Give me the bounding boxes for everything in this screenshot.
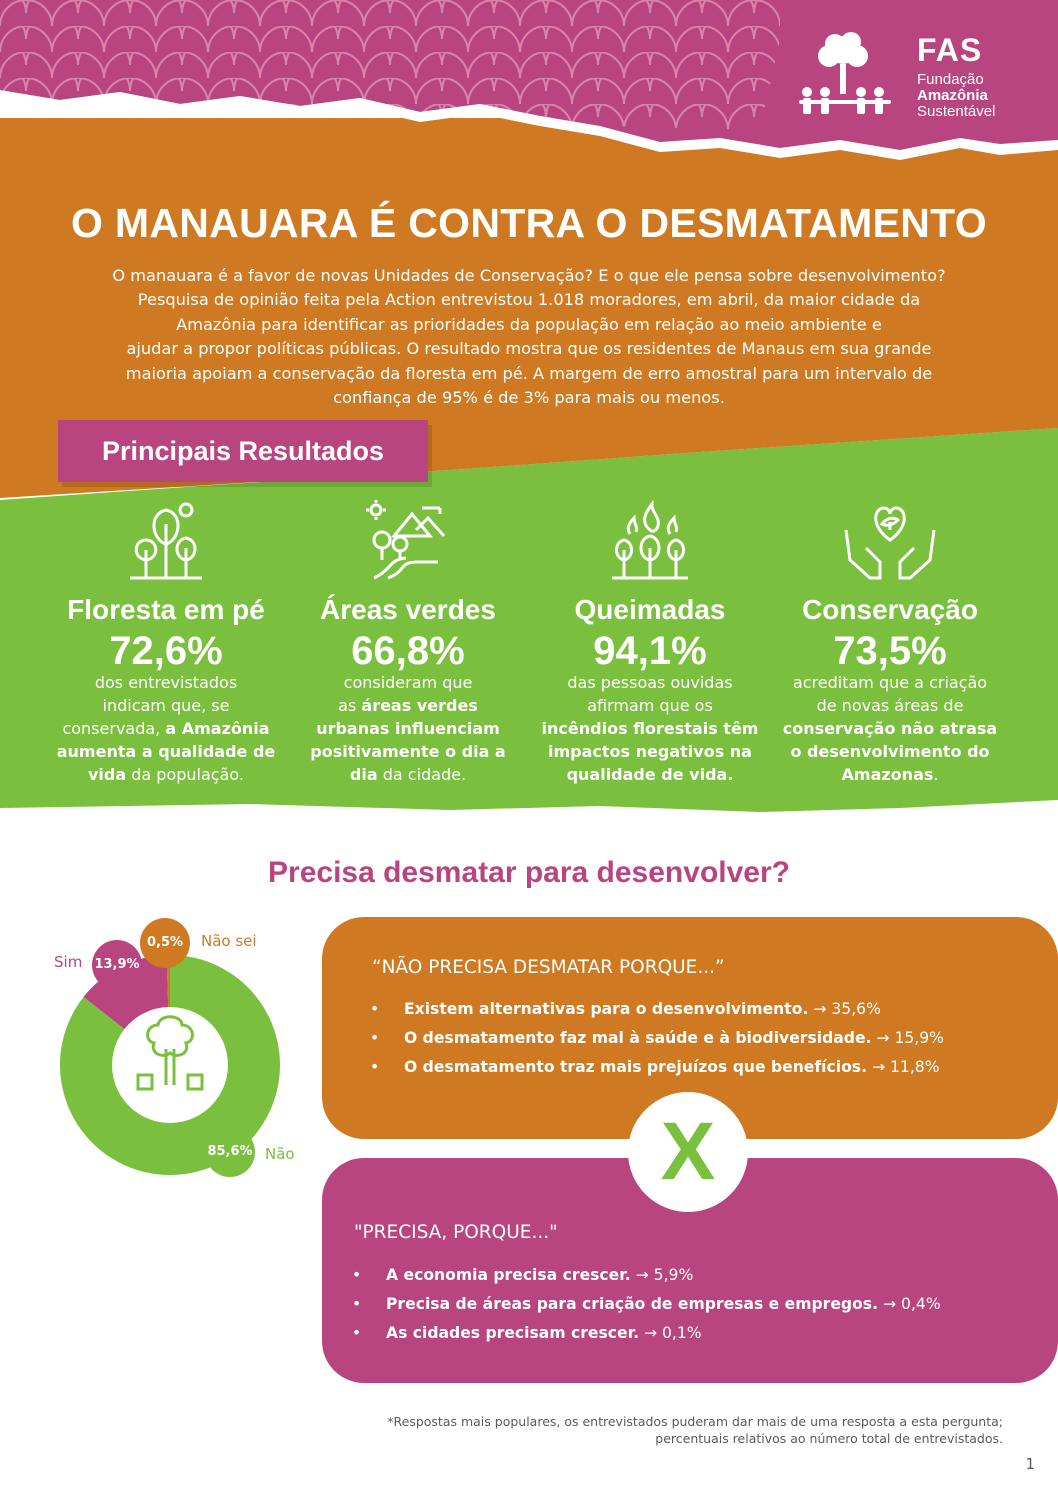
result-percentage: 72,6% <box>109 629 223 673</box>
desc-line <box>532 740 768 763</box>
desc-line <box>48 717 284 740</box>
results-heading-badge <box>58 420 428 482</box>
footnote-line: *Respostas mais populares, os entrevistados puderam dar mais de uma resposta a esta pergunta; <box>387 1414 1003 1429</box>
result-floresta <box>48 500 284 786</box>
result-description <box>532 671 768 786</box>
bubble-nao-sei <box>140 918 190 968</box>
result-description <box>48 671 284 786</box>
list-item <box>352 1319 941 1348</box>
desc-text: conservada, <box>62 719 166 738</box>
desc-emphasis: qualidade de vida. <box>566 765 734 784</box>
page-number: 1 <box>1025 1455 1035 1473</box>
tree-icon <box>138 1017 202 1089</box>
logo-abbreviation: FAS <box>917 32 983 68</box>
yes-reasons-list <box>352 1261 941 1348</box>
intro-line: confiança de 95% é de 3% para mais ou menos. <box>333 388 725 408</box>
list-item <box>352 1290 941 1319</box>
result-title: Queimadas <box>574 594 726 625</box>
desc-emphasis: conservação não atrasa <box>782 719 998 738</box>
result-percentage: 94,1% <box>593 629 707 673</box>
intro-line: maioria apoiam a conservação da floresta em pé. A margem de erro amostral para um intervalo de <box>125 363 933 383</box>
desc-emphasis: áreas verdes <box>361 696 478 715</box>
reason-text: As cidades precisam crescer. <box>386 1324 640 1342</box>
tree-and-people-icon <box>795 30 910 125</box>
result-title: Áreas verdes <box>320 594 496 625</box>
desc-line <box>532 763 768 786</box>
reason-text: Existem alternativas para o desenvolvimento. <box>404 1000 809 1018</box>
desc-text: as <box>338 696 362 715</box>
desc-line <box>290 717 526 740</box>
desc-line: consideram que <box>343 673 473 692</box>
desc-line <box>772 763 1008 786</box>
intro-line: ajudar a propor políticas públicas. O resultado mostra que os residentes de Manaus em sua grande <box>126 339 932 359</box>
desc-text: da cidade. <box>377 765 467 784</box>
desc-line: das pessoas ouvidas <box>567 673 733 692</box>
intro-paragraph <box>70 264 988 410</box>
hands-heart-leaf-icon <box>840 500 940 585</box>
footnote-line: percentuais relativos ao número total de entrevistados. <box>655 1431 1003 1446</box>
desc-line <box>772 717 1008 740</box>
intro-line: O manauara é a favor de novas Unidades de Conservação? E o que ele pensa sobre desenvolvimento? <box>112 266 946 285</box>
footnote <box>300 1413 1003 1447</box>
desc-line <box>48 763 284 786</box>
result-areas-verdes <box>290 500 526 786</box>
desc-line: indicam que, se <box>102 696 230 715</box>
list-item <box>352 1261 941 1290</box>
list-item <box>370 1024 944 1053</box>
no-reasons-list <box>370 995 944 1082</box>
desc-emphasis: o desenvolvimento do <box>790 742 990 761</box>
versus-circle <box>628 1092 748 1212</box>
bubble-label: 13,9% <box>94 957 140 972</box>
reason-value: → 15,9% <box>876 1029 944 1047</box>
desc-emphasis: dia <box>349 765 378 784</box>
desc-line <box>290 763 526 786</box>
versus-mark: X <box>660 1106 716 1197</box>
result-title: Conservação <box>802 594 978 625</box>
desc-emphasis: aumenta a qualidade de <box>56 742 276 761</box>
bubble-label: 85,6% <box>207 1144 253 1159</box>
reason-value: → 35,6% <box>813 1000 881 1018</box>
fas-logo <box>795 30 1015 125</box>
desc-emphasis: a Amazônia <box>165 719 270 738</box>
desc-emphasis: vida <box>88 765 127 784</box>
result-title: Floresta em pé <box>67 594 265 625</box>
trees-icon <box>116 500 216 585</box>
desc-line <box>290 694 526 717</box>
desc-emphasis: incêndios florestais têm <box>541 719 759 738</box>
desc-line: acreditam que a criação <box>792 673 988 692</box>
result-description <box>290 671 526 786</box>
forest-fire-icon <box>600 500 700 585</box>
bubble-sim <box>92 940 142 990</box>
reason-value: → 0,4% <box>883 1295 941 1313</box>
question-heading: Precisa desmatar para desenvolver? <box>268 856 790 889</box>
reason-text: Precisa de áreas para criação de empresas e empregos. <box>386 1295 879 1313</box>
desc-line <box>290 740 526 763</box>
legend-nao: Não <box>265 1145 295 1163</box>
results-heading: Principais Resultados <box>101 436 385 466</box>
reason-value: → 5,9% <box>635 1266 694 1284</box>
yes-reasons-heading: "PRECISA, PORQUE..." <box>354 1222 558 1243</box>
result-queimadas <box>532 500 768 786</box>
list-item <box>370 995 944 1024</box>
desc-emphasis: positivamente o dia a <box>310 742 506 761</box>
intro-line: Pesquisa de opinião feita pela Action entrevistou 1.018 moradores, em abril, da maior cidade da <box>137 290 921 310</box>
result-percentage: 66,8% <box>351 629 465 673</box>
desc-text: da população. <box>126 765 244 784</box>
green-areas-icon <box>358 500 458 585</box>
bubble-label: 0,5% <box>146 935 184 950</box>
result-description <box>772 671 1008 786</box>
logo-line-2: Amazônia <box>917 87 988 104</box>
desc-line <box>772 740 1008 763</box>
desc-line <box>532 717 768 740</box>
page-title: O MANAUARA É CONTRA O DESMATAMENTO <box>71 200 987 246</box>
logo-line-1: Fundação <box>917 71 984 88</box>
intro-line: Amazônia para identificar as prioridades da população em relação ao meio ambiente e <box>176 314 882 334</box>
desc-line: dos entrevistados <box>94 673 238 692</box>
desc-emphasis: impactos negativos na <box>548 742 752 761</box>
desc-text: . <box>933 765 939 784</box>
desc-line <box>48 740 284 763</box>
desc-line: afirmam que os <box>587 696 713 715</box>
result-percentage: 73,5% <box>833 629 947 673</box>
reason-value: → 0,1% <box>643 1324 702 1342</box>
legend-sim: Sim <box>54 953 83 971</box>
list-item <box>370 1053 944 1082</box>
logo-line-3: Sustentável <box>917 103 996 120</box>
reason-text: O desmatamento traz mais prejuízos que benefícios. <box>404 1058 868 1076</box>
legend-nao-sei: Não sei <box>201 932 257 950</box>
desc-emphasis: urbanas influenciam <box>316 719 500 738</box>
desc-emphasis: Amazonas <box>841 765 934 784</box>
bubble-nao <box>205 1127 255 1177</box>
reason-value: → 11,8% <box>871 1058 940 1076</box>
no-reasons-heading: “NÃO PRECISA DESMATAR PORQUE...” <box>372 957 725 978</box>
reason-text: O desmatamento faz mal à saúde e à biodiversidade. <box>404 1029 872 1047</box>
result-conservacao <box>772 500 1008 786</box>
reason-text: A economia precisa crescer. <box>386 1266 631 1284</box>
desc-line: de novas áreas de <box>816 696 964 715</box>
